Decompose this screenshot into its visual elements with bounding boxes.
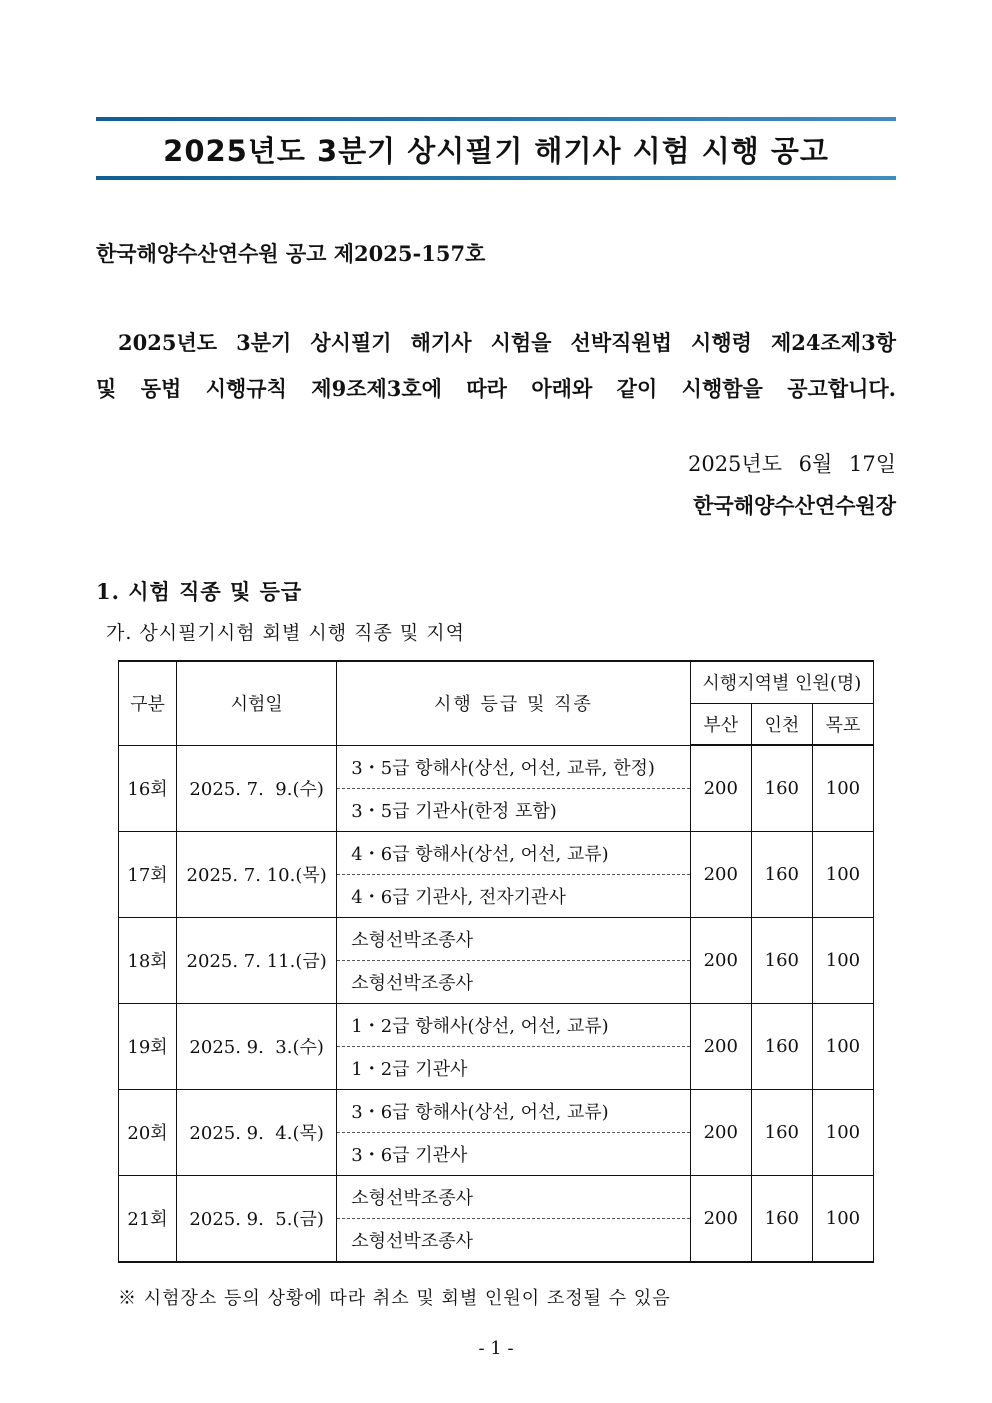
grade-cell: 4・6급 기관사, 전자기관사 (337, 874, 690, 917)
grade-cell: 3・6급 항해사(상선, 어선, 교류) (337, 1089, 690, 1132)
mokpo-count: 100 (812, 831, 873, 917)
title-banner (96, 117, 896, 180)
header-grade: 시행 등급 및 직종 (337, 661, 690, 745)
header-busan: 부산 (690, 703, 751, 745)
grade-cell: 3・5급 항해사(상선, 어선, 교류, 한정) (337, 745, 690, 788)
subsection-heading: 가. 상시필기시험 회별 시행 직종 및 지역 (106, 622, 465, 644)
table-row (119, 1175, 874, 1218)
grade-cell: 4・6급 항해사(상선, 어선, 교류) (337, 831, 690, 874)
round-cell: 20회 (119, 1089, 177, 1175)
section-heading: 1. 시험 직종 및 등급 (96, 579, 303, 604)
grade-cell: 소형선박조종사 (337, 917, 690, 960)
announcement-date: 2025년도 6월 17일 (687, 452, 896, 476)
announcement-paragraph (96, 320, 896, 412)
footnote: ※ 시험장소 등의 상황에 따라 취소 및 회별 인원이 조정될 수 있음 (118, 1288, 671, 1309)
title-bottom-rule (96, 176, 896, 180)
mokpo-count: 100 (812, 917, 873, 1003)
header-region-group: 시행지역별 인원(명) (690, 661, 873, 703)
busan-count: 200 (690, 831, 751, 917)
mokpo-count: 100 (812, 1003, 873, 1089)
paragraph-line-1: 2025년도 3분기 상시필기 해기사 시험을 선박직원법 시행령 제24조제3항 (118, 330, 896, 355)
round-cell: 21회 (119, 1175, 177, 1262)
busan-count: 200 (690, 1175, 751, 1262)
date-cell: 2025. 7. 9.(수) (177, 745, 337, 831)
paragraph-line-2: 및 동법 시행규칙 제9조제3호에 따라 아래와 같이 시행함을 공고합니다. (96, 376, 896, 401)
incheon-count: 160 (751, 917, 812, 1003)
date-cell: 2025. 9. 5.(금) (177, 1175, 337, 1262)
grade-cell: 1・2급 기관사 (337, 1046, 690, 1089)
date-cell: 2025. 7. 11.(금) (177, 917, 337, 1003)
grade-cell: 3・5급 기관사(한정 포함) (337, 788, 690, 831)
page-title: 2025년도 3분기 상시필기 해기사 시험 시행 공고 (163, 134, 829, 168)
incheon-count: 160 (751, 1175, 812, 1262)
date-cell: 2025. 9. 3.(수) (177, 1003, 337, 1089)
incheon-count: 160 (751, 1003, 812, 1089)
incheon-count: 160 (751, 745, 812, 831)
busan-count: 200 (690, 917, 751, 1003)
grade-cell: 1・2급 항해사(상선, 어선, 교류) (337, 1003, 690, 1046)
notice-number: 한국해양수산연수원 공고 제2025-157호 (96, 241, 486, 266)
header-date: 시험일 (177, 661, 337, 745)
mokpo-count: 100 (812, 745, 873, 831)
round-cell: 16회 (119, 745, 177, 831)
header-incheon: 인천 (751, 703, 812, 745)
busan-count: 200 (690, 1089, 751, 1175)
mokpo-count: 100 (812, 1175, 873, 1262)
incheon-count: 160 (751, 831, 812, 917)
table-row (119, 917, 874, 960)
busan-count: 200 (690, 745, 751, 831)
mokpo-count: 100 (812, 1089, 873, 1175)
incheon-count: 160 (751, 1089, 812, 1175)
grade-cell: 소형선박조종사 (337, 960, 690, 1003)
issuer-name: 한국해양수산연수원장 (693, 493, 896, 518)
exam-schedule-table (118, 660, 874, 1263)
round-cell: 19회 (119, 1003, 177, 1089)
date-cell: 2025. 9. 4.(목) (177, 1089, 337, 1175)
header-mokpo: 목포 (812, 703, 873, 745)
busan-count: 200 (690, 1003, 751, 1089)
table-row (119, 1089, 874, 1132)
round-cell: 17회 (119, 831, 177, 917)
grade-cell: 3・6급 기관사 (337, 1132, 690, 1175)
header-round: 구분 (119, 661, 177, 745)
round-cell: 18회 (119, 917, 177, 1003)
title-top-rule (96, 117, 896, 121)
table-row (119, 745, 874, 788)
grade-cell: 소형선박조종사 (337, 1175, 690, 1218)
page-number: - 1 - (478, 1338, 514, 1359)
grade-cell: 소형선박조종사 (337, 1218, 690, 1262)
table-row (119, 831, 874, 874)
date-cell: 2025. 7. 10.(목) (177, 831, 337, 917)
table-row (119, 1003, 874, 1046)
